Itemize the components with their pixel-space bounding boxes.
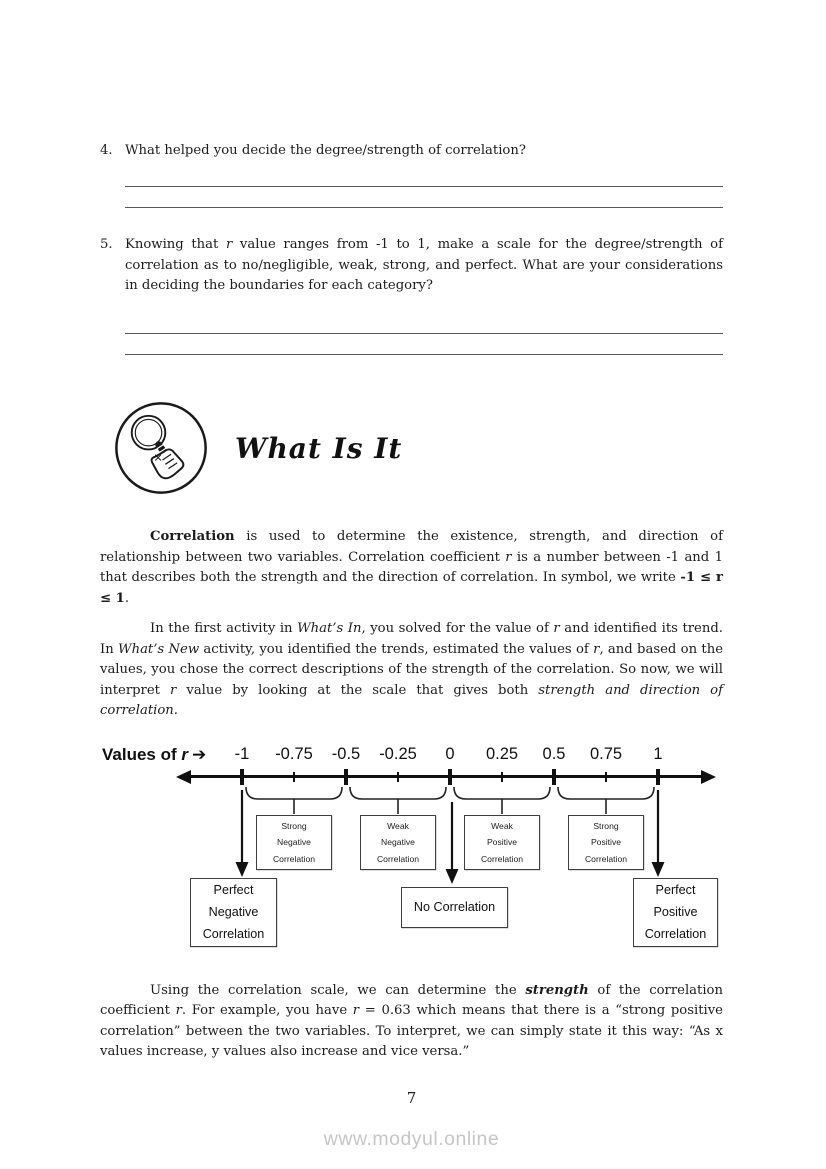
tick-label: 0 [445,744,455,763]
text-run: r [553,621,560,637]
box-line: Weak [491,820,513,831]
text-run: -1 ≤ r ≤ 1 [100,570,723,606]
tick-label: 0.25 [485,744,519,763]
text-run: r [175,1003,182,1019]
question-5-block [100,235,723,355]
box-line: Strong [281,820,307,831]
answer-line [125,187,723,208]
text-run: strength and direction of correlation. [100,682,723,719]
question-5 [100,235,723,297]
range-box-strong-positive [568,815,644,870]
answer-line [125,334,723,355]
tick-label: 0.5 [542,744,566,763]
text-run: is a number between -1 and 1 that describes both the strength and the direction of correlation. In symbol, we write [100,549,724,586]
box-line: Correlation [272,853,316,864]
text-run: . [124,590,130,606]
axis-tick-major [552,769,556,785]
text-run: r [352,1003,360,1019]
text-run: r [181,744,188,764]
axis-tick-major [448,769,452,785]
tick-label: -1 [234,744,250,763]
axis-tick-major [656,769,660,785]
box-line: No Correlation [413,900,496,915]
tick-label: -0.75 [275,744,313,763]
text-run: and identified its trend. In [100,621,723,657]
magnifying-glass-icon [113,400,209,496]
left-arrowhead-icon [176,770,191,784]
axis-tick-minor [501,772,503,782]
text-run: , and based on the values, you chose the correct descriptions of the strength of the correlation. So now, we will interpret [100,641,723,698]
question-5-text [125,235,723,297]
box-line: Negative [381,837,415,848]
text-run: r [593,641,600,657]
box-line: Positive [653,905,698,920]
text-run: Values of [102,744,182,764]
axis-tick-major [240,769,244,785]
page-number: 7 [406,1088,417,1107]
text-run: Correlation [150,529,235,545]
text-run: Knowing that [125,236,226,252]
text-run: value by looking at the scale that gives both [176,682,539,698]
answer-line [125,313,723,334]
paragraph-activities-recap [100,619,723,722]
text-run: strength [525,982,589,998]
answer-line [125,166,723,187]
box-line: Negative [208,905,259,920]
box-line: Perfect [655,883,696,898]
box-line: Correlation [584,853,628,864]
range-box-weak-negative [360,815,436,870]
tick-label: -0.25 [379,744,417,763]
box-line: Correlation [644,927,707,942]
box-line: Strong [593,820,619,831]
text-run: , you solved for the value of [361,621,554,637]
text-run: What’s In [297,621,362,637]
question-4-answer-area [125,166,723,208]
text-run: of the correlation coefficient [100,982,723,1019]
text-run: = 0.63 which means that there is a “strong positive correlation” between the two variables. To interpret, we can simply state it this way: “As x values increase, y values also increase and vice versa.” [100,1003,723,1060]
text-run: What helped you decide the degree/strength of correlation? [125,143,526,158]
paragraph-interpretation-example [100,981,723,1063]
axis-label [102,745,206,765]
text-run: activity, you identified the trends, estimated the values of [199,641,594,657]
text-run: r [170,682,177,698]
text-run: r [225,236,233,252]
section-title: What Is It [235,431,403,465]
box-line: Correlation [202,927,265,942]
watermark: www.modyul.online [323,1127,500,1150]
tick-label: -0.5 [331,744,361,763]
text-run: What’s New [118,641,200,657]
paragraph-correlation-definition [100,527,723,609]
tick-label: 1 [653,744,663,763]
text-run: . For example, you have [181,1003,353,1019]
question-5-answer-area [125,313,723,355]
text-run: In the first activity in [150,621,298,637]
text-run: is used to determine the existence, strength, and direction of relationship between two variables. Correlation coefficient [100,529,723,565]
question-4-text [125,141,723,162]
number-line [190,775,702,779]
question-5-number: 5. [100,236,113,252]
question-4-number: 4. [100,143,113,158]
text-run: value ranges from -1 to 1, make a scale for the degree/strength of correlation as to no/negligible, weak, strong, and perfect. What are your considerations in deciding the boundaries for each category? [125,236,723,294]
axis-tick-minor [605,772,607,782]
box-line: Weak [387,820,409,831]
box-line: Negative [277,837,311,848]
right-arrowhead-icon [701,770,716,784]
box-line: Positive [590,837,622,848]
question-4 [100,141,723,162]
point-box-perfect-negative [190,878,277,947]
section-header [100,400,723,496]
range-box-strong-negative [256,815,332,870]
axis-tick-minor [397,772,399,782]
axis-tick-minor [293,772,295,782]
text-run: r [505,549,512,565]
axis-tick-major [344,769,348,785]
point-box-no-correlation [401,887,508,928]
tick-label: 0.75 [589,744,623,763]
point-box-perfect-positive [633,878,718,947]
correlation-scale-diagram [0,742,826,957]
text-run: Using the correlation scale, we can determine the [150,982,526,998]
box-line: Correlation [376,853,420,864]
box-line: Perfect [213,883,254,898]
range-box-weak-positive [464,815,540,870]
right-arrow-icon: ➔ [192,744,207,764]
box-line: Positive [486,837,518,848]
box-line: Correlation [480,853,524,864]
